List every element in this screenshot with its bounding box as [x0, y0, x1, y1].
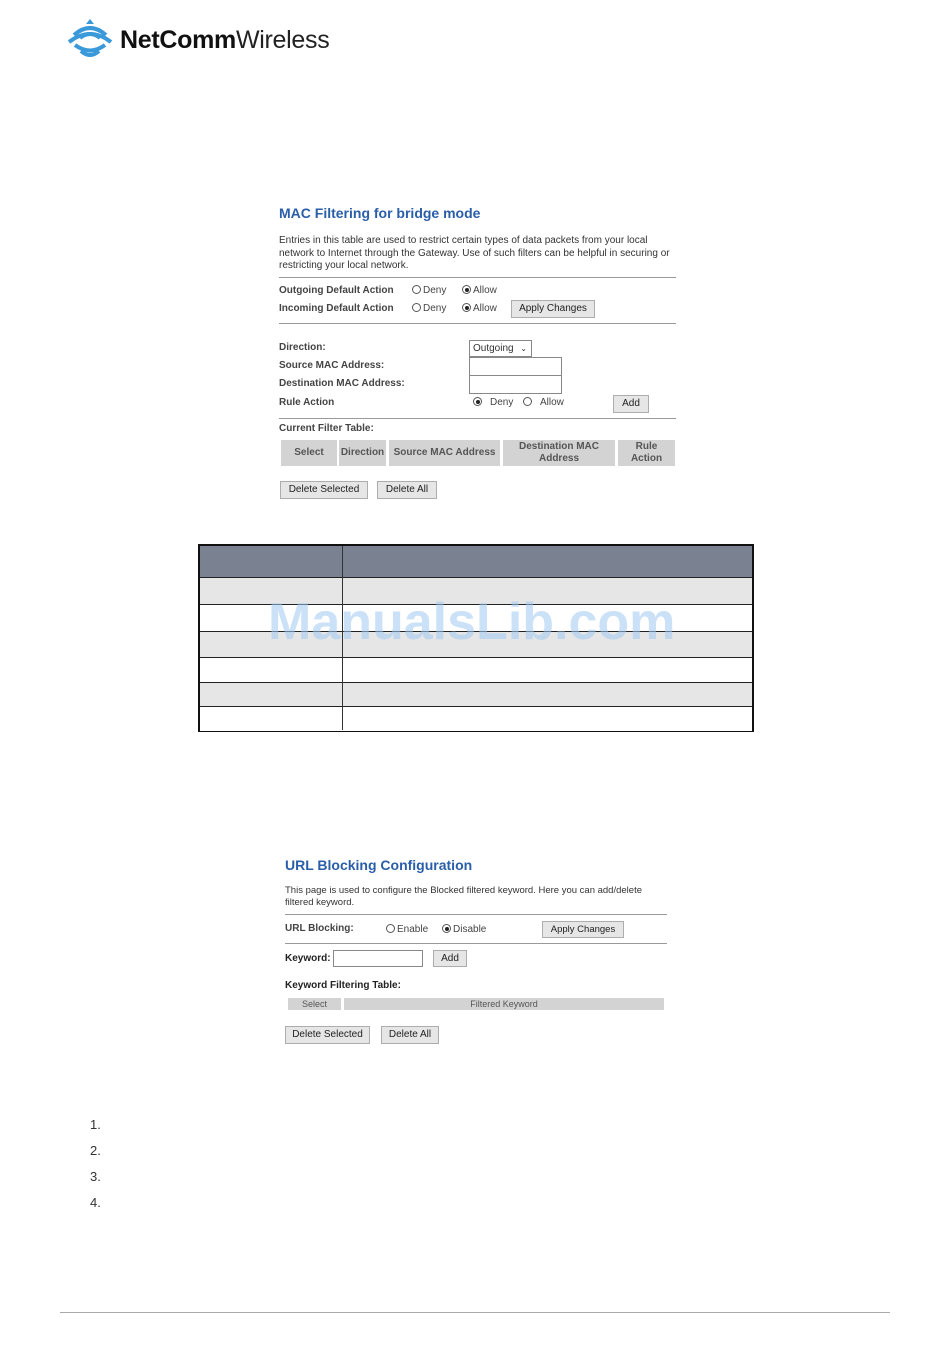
- divider: [285, 943, 667, 944]
- col-filtered-keyword: Filtered Keyword: [344, 998, 664, 1010]
- url-enable-radio[interactable]: Enable: [386, 924, 428, 935]
- keyword-input[interactable]: [333, 950, 423, 967]
- url-apply-changes-button[interactable]: Apply Changes: [542, 921, 624, 938]
- col-select: Select: [288, 998, 341, 1010]
- url-delete-selected-button[interactable]: Delete Selected: [285, 1026, 370, 1044]
- url-disable-radio[interactable]: Disable: [442, 924, 486, 935]
- source-mac-label: Source MAC Address:: [279, 360, 385, 371]
- url-block-title: URL Blocking Configuration: [285, 857, 473, 873]
- incoming-deny-radio[interactable]: Deny: [412, 303, 446, 314]
- brand-logo: [120, 26, 329, 55]
- add-rule-button[interactable]: Add: [613, 395, 649, 413]
- table-header: [200, 546, 752, 577]
- table-row: [200, 657, 752, 683]
- keyword-add-button[interactable]: Add: [433, 950, 467, 967]
- table-row: [200, 706, 752, 731]
- watermark: ManualsLib.com: [268, 593, 676, 651]
- divider: [279, 277, 676, 278]
- col-select: Select: [281, 440, 337, 466]
- footer-divider: [60, 1312, 890, 1313]
- logo-bold-text: NetComm: [120, 26, 236, 54]
- mac-filter-description: Entries in this table are used to restrict certain types of data packets from your local network to Internet through the Gateway. Use of such filters can be helpful in securing or restricting your local network.: [279, 235, 670, 271]
- list-item-number: 1.: [90, 1117, 101, 1132]
- list-item-number: 3.: [90, 1169, 101, 1184]
- rule-deny-radio[interactable]: Deny: [473, 397, 513, 408]
- incoming-allow-radio[interactable]: Allow: [462, 303, 497, 314]
- col-rule-action: Rule Action: [618, 440, 675, 466]
- outgoing-label: Outgoing Default Action: [279, 285, 394, 296]
- rule-allow-radio[interactable]: Allow: [523, 397, 564, 408]
- chevron-down-icon: ⌄: [520, 344, 527, 353]
- delete-selected-button[interactable]: Delete Selected: [280, 481, 368, 499]
- col-dest-mac: Destination MAC Address: [503, 440, 615, 466]
- list-item-number: 2.: [90, 1143, 101, 1158]
- divider: [279, 323, 676, 324]
- col-direction: Direction: [339, 440, 386, 466]
- delete-all-button[interactable]: Delete All: [377, 481, 437, 499]
- outgoing-deny-radio[interactable]: Deny: [412, 285, 446, 296]
- direction-label: Direction:: [279, 342, 326, 353]
- keyword-label: Keyword:: [285, 953, 331, 964]
- wifi-logo-icon: [66, 18, 114, 60]
- rule-action-label: Rule Action: [279, 397, 335, 408]
- divider: [285, 914, 667, 915]
- outgoing-allow-radio[interactable]: Allow: [462, 285, 497, 296]
- table-row: [200, 682, 752, 707]
- url-block-description: This page is used to configure the Blocked filtered keyword. Here you can add/delete filtered keyword.: [285, 885, 642, 908]
- keyword-table-label: Keyword Filtering Table:: [285, 980, 401, 991]
- apply-changes-button[interactable]: Apply Changes: [511, 300, 595, 318]
- divider: [279, 418, 676, 419]
- list-item-number: 4.: [90, 1195, 101, 1210]
- mac-filter-title: MAC Filtering for bridge mode: [279, 205, 481, 221]
- dest-mac-label: Destination MAC Address:: [279, 378, 405, 389]
- logo-light-text: Wireless: [235, 26, 330, 54]
- dest-mac-input[interactable]: [469, 375, 562, 394]
- incoming-label: Incoming Default Action: [279, 303, 394, 314]
- url-blocking-label: URL Blocking:: [285, 923, 354, 934]
- direction-select[interactable]: Outgoing ⌄: [469, 340, 532, 357]
- current-filter-table-label: Current Filter Table:: [279, 423, 374, 434]
- source-mac-input[interactable]: [469, 357, 562, 376]
- col-source-mac: Source MAC Address: [389, 440, 500, 466]
- url-delete-all-button[interactable]: Delete All: [381, 1026, 439, 1044]
